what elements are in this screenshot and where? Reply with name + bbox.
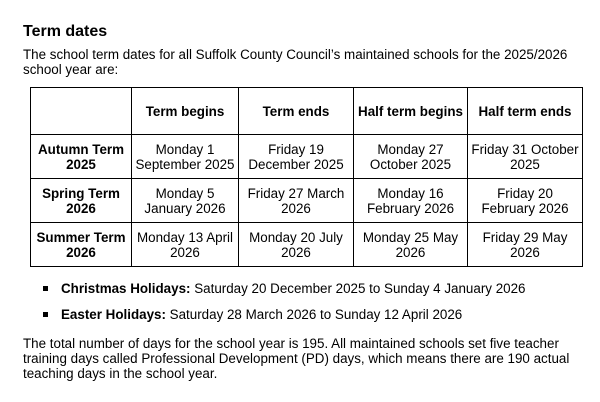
table-header-row [31, 88, 583, 135]
summary-paragraph: The total number of days for the school year is 195. All maintained schools set five teacher training days called Professional Development (PD) days, which means there are 190 actual teaching days in the school year. [23, 336, 570, 381]
header-half-term-ends: Half term ends [468, 88, 583, 135]
page-title: Term dates [23, 23, 108, 40]
holiday-name: Christmas Holidays: [61, 281, 191, 296]
half-term-ends-cell: Friday 31 October 2025 [468, 135, 583, 179]
holiday-dates: Saturday 28 March 2026 to Sunday 12 April 2026 [169, 307, 463, 322]
header-half-term-begins: Half term begins [354, 88, 468, 135]
half-term-begins-cell: Monday 27 October 2025 [354, 135, 468, 179]
term-begins-cell: Monday 1 September 2025 [132, 135, 239, 179]
holidays-list [23, 281, 572, 322]
table-row [31, 179, 583, 223]
holiday-name: Easter Holidays: [61, 307, 166, 322]
term-ends-cell: Friday 19 December 2025 [239, 135, 354, 179]
term-dates-table [30, 87, 583, 267]
half-term-begins-cell: Monday 16 February 2026 [354, 179, 468, 223]
term-name-cell: Spring Term 2026 [31, 179, 132, 223]
half-term-ends-cell: Friday 29 May 2026 [468, 223, 583, 267]
term-name-cell: Autumn Term 2025 [31, 135, 132, 179]
square-bullet-icon [43, 312, 48, 317]
square-bullet-icon [43, 286, 48, 291]
table-row [31, 223, 583, 267]
term-ends-cell: Friday 27 March 2026 [239, 179, 354, 223]
header-term-begins: Term begins [132, 88, 239, 135]
term-name-cell: Summer Term 2026 [31, 223, 132, 267]
header-cell-empty [31, 88, 132, 135]
term-begins-cell: Monday 5 January 2026 [132, 179, 239, 223]
list-item [43, 307, 572, 322]
term-begins-cell: Monday 13 April 2026 [132, 223, 239, 267]
table-row [31, 135, 583, 179]
half-term-begins-cell: Monday 25 May 2026 [354, 223, 468, 267]
list-item [43, 281, 572, 296]
term-ends-cell: Monday 20 July 2026 [239, 223, 354, 267]
half-term-ends-cell: Friday 20 February 2026 [468, 179, 583, 223]
header-term-ends: Term ends [239, 88, 354, 135]
intro-paragraph: The school term dates for all Suffolk County Council’s maintained schools for the 2025/2026 school year are: [23, 47, 568, 77]
holiday-dates: Saturday 20 December 2025 to Sunday 4 January 2026 [194, 281, 526, 296]
